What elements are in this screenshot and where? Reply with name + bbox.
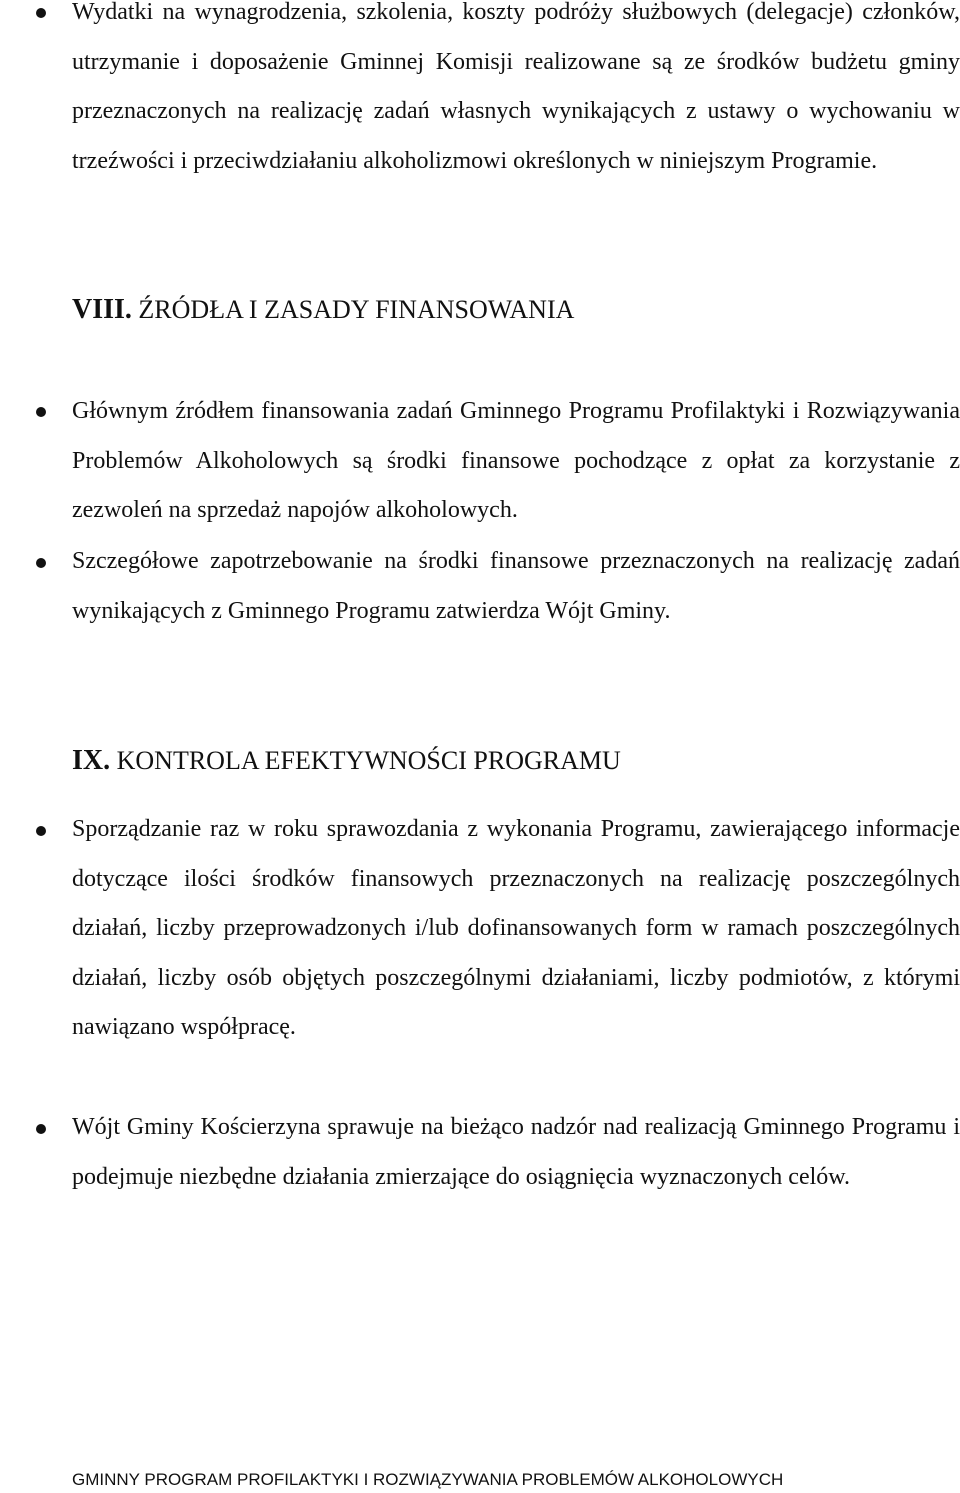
paragraph: Wydatki na wynagrodzenia, szkolenia, koszty podróży służbowych (delegacje) członków, utrzymanie i doposażenie Gminnej Komisji realizowane są ze środków budżetu gminy przeznaczonych na realizację zadań własnych wynikających z ustawy o wychowaniu w trzeźwości i przeciwdziałaniu alkoholizmowi określonych w niniejszym Programie. xyxy=(72,0,960,174)
section-title: KONTROLA EFEKTYWNOŚCI PROGRAMU xyxy=(116,746,621,775)
bullet-icon xyxy=(36,558,46,568)
section-number: IX. xyxy=(72,745,111,776)
section-heading-ix xyxy=(72,745,621,777)
paragraph: Szczegółowe zapotrzebowanie na środki finansowe przeznaczonych na realizację zadań wynikających z Gminnego Programu zatwierdza Wójt Gminy. xyxy=(72,548,960,624)
paragraph: Głównym źródłem finansowania zadań Gminnego Programu Profilaktyki i Rozwiązywania Problemów Alkoholowych są środki finansowe pochodzące z opłat za korzystanie z zezwoleń na sprzedaż napojów alkoholowych. xyxy=(72,398,960,523)
section-number: VIII. xyxy=(72,294,132,325)
bullet-icon xyxy=(36,826,46,836)
paragraph: Sporządzanie raz w roku sprawozdania z wykonania Programu, zawierającego informacje dotyczące ilości środków finansowych przeznaczonych na realizację poszczególnych działań, liczby przeprowadzonych i/lub dofinansowanych form w ramach poszczególnych działań, liczby osób objętych poszczególnymi działaniami, liczby podmiotów, z którymi nawiązano współpracę. xyxy=(72,816,960,1040)
page-footer: GMINNY PROGRAM PROFILAKTYKI I ROZWIĄZYWANIA PROBLEMÓW ALKOHOLOWYCH xyxy=(72,1470,784,1489)
bullet-icon xyxy=(36,407,46,417)
paragraph: Wójt Gminy Kościerzyna sprawuje na bieżąco nadzór nad realizacją Gminnego Programu i podejmuje niezbędne działania zmierzające do osiągnięcia wyznaczonych celów. xyxy=(72,1114,960,1190)
section-title: ŹRÓDŁA I ZASADY FINANSOWANIA xyxy=(138,295,575,324)
bullet-icon xyxy=(36,1124,46,1134)
bullet-icon xyxy=(36,8,46,18)
section-heading-viii xyxy=(72,294,574,326)
